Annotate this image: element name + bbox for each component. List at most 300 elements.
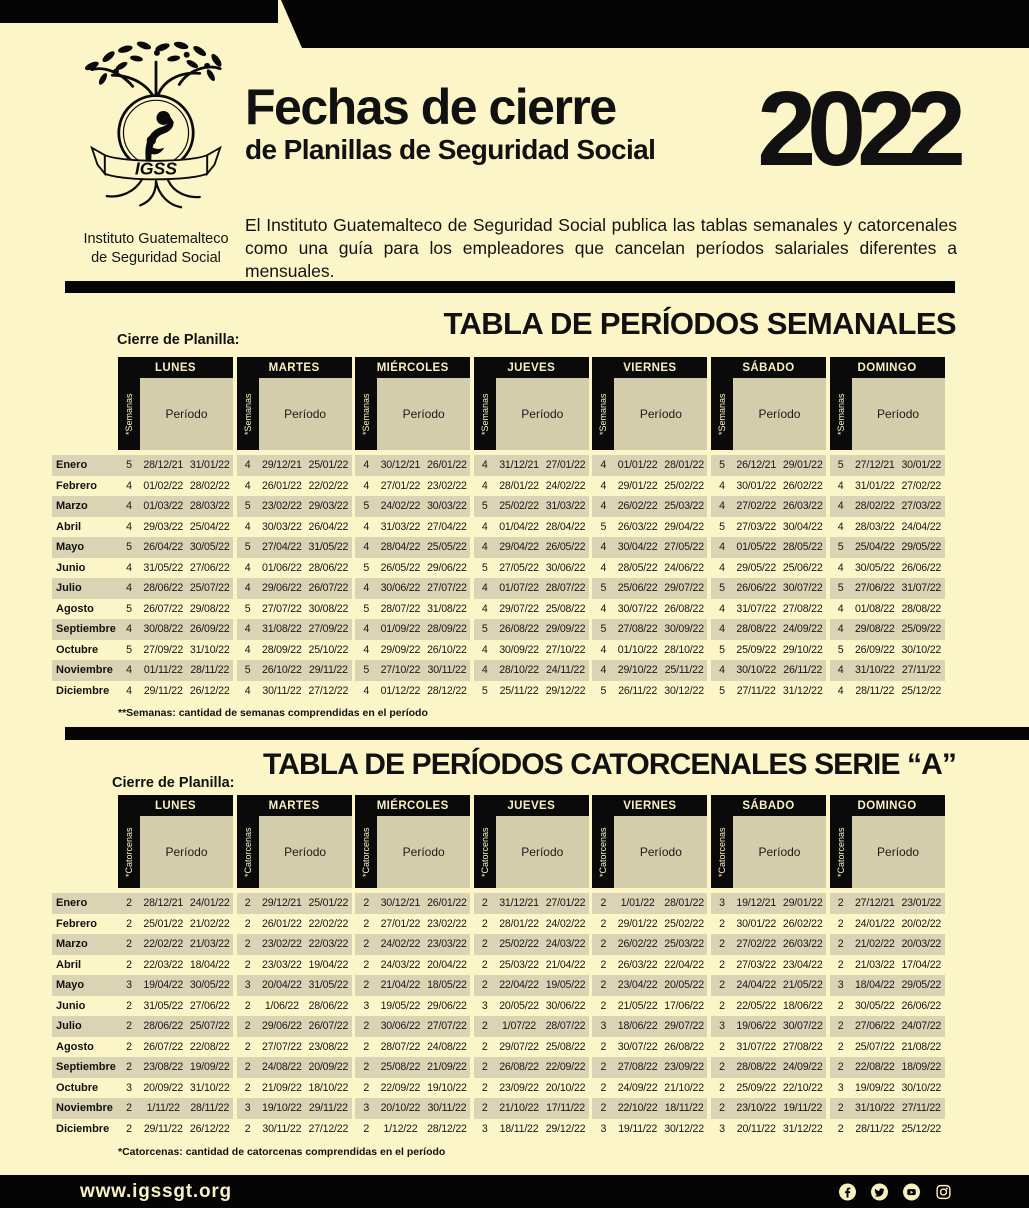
count-value: 5 [363, 500, 370, 513]
period-label: Período [496, 816, 589, 888]
month-label: Octubre [56, 643, 99, 656]
sub-header [118, 816, 233, 888]
period-end: 31/08/22 [427, 602, 467, 615]
period-start: 31/12/21 [499, 897, 539, 910]
count-value: 2 [244, 897, 251, 910]
count-value: 5 [481, 623, 488, 636]
count-value: 2 [481, 917, 488, 930]
period-end: 25/12/22 [901, 684, 942, 697]
period-cell [237, 1057, 352, 1078]
period-start: 27/06/22 [854, 582, 895, 595]
period-cell [711, 1098, 826, 1119]
day-header: MIÉRCOLES [355, 795, 470, 816]
period-end: 27/02/22 [901, 479, 942, 492]
count-value: 2 [837, 938, 844, 951]
period-end: 21/10/22 [664, 1081, 704, 1094]
period-end: 30/07/22 [782, 582, 823, 595]
period-end: 21/09/22 [427, 1061, 467, 1074]
period-end: 22/02/22 [308, 479, 349, 492]
period-start: 19/05/22 [380, 999, 421, 1012]
count-value: 2 [244, 1122, 251, 1135]
period-end: 30/11/22 [427, 1102, 467, 1115]
count-value: 5 [600, 684, 607, 697]
period-cell [592, 955, 707, 976]
table-row [52, 1016, 952, 1037]
period-cell [830, 1119, 945, 1140]
period-cell [118, 537, 233, 558]
top-accent-bar-right [281, 0, 1029, 48]
day-group [592, 795, 707, 888]
count-value: 2 [244, 1020, 251, 1033]
period-start: 26/07/22 [143, 602, 184, 615]
table-body [52, 455, 952, 701]
period-end: 31/10/22 [189, 1081, 230, 1094]
period-end: 25/06/22 [782, 561, 823, 574]
period-start: 01/08/22 [854, 602, 895, 615]
period-cell [830, 1078, 945, 1099]
period-cell [592, 517, 707, 538]
period-end: 28/10/22 [664, 643, 704, 656]
count-value: 4 [363, 643, 370, 656]
period-start: 20/04/22 [262, 979, 302, 992]
period-start: 27/05/22 [499, 561, 539, 574]
count-value: 2 [126, 1061, 132, 1074]
period-start: 27/01/22 [380, 479, 421, 492]
period-cell [355, 640, 470, 661]
sub-header [355, 816, 470, 888]
header-divider-bar [65, 281, 955, 293]
period-label: Período [377, 816, 470, 888]
period-start: 24/03/22 [380, 958, 421, 971]
sub-header [830, 378, 945, 450]
period-cell [355, 455, 470, 476]
count-value: 2 [126, 1122, 132, 1135]
day-group [711, 357, 826, 450]
period-end: 30/11/22 [427, 664, 467, 677]
period-end: 28/12/22 [427, 1122, 467, 1135]
unit-label: *Semanas [830, 378, 852, 450]
period-start: 28/11/22 [855, 1122, 895, 1135]
period-cell [237, 578, 352, 599]
period-end: 26/07/22 [308, 1020, 349, 1033]
period-cell [830, 1098, 945, 1119]
period-cell [711, 578, 826, 599]
period-end: 31/12/22 [782, 1122, 823, 1135]
count-value: 4 [481, 541, 488, 554]
count-value: 2 [244, 1061, 251, 1074]
period-cell [711, 455, 826, 476]
twitter-icon[interactable] [871, 1183, 888, 1200]
period-cell [592, 640, 707, 661]
unit-label: *Semanas [474, 378, 496, 450]
sub-header [355, 378, 470, 450]
period-start: 1/06/22 [264, 999, 299, 1012]
period-cell [592, 537, 707, 558]
period-start: 29/07/22 [499, 1040, 539, 1053]
youtube-icon[interactable] [903, 1183, 920, 1200]
semanal-footnote: **Semanas: cantidad de semanas comprendidas en el período [118, 707, 428, 719]
period-start: 30/07/22 [617, 602, 658, 615]
count-value: 4 [244, 479, 251, 492]
period-cell [118, 996, 233, 1017]
count-value: 5 [126, 602, 132, 615]
sub-header [237, 816, 352, 888]
period-end: 30/10/22 [901, 1081, 942, 1094]
period-start: 31/10/22 [854, 1102, 895, 1115]
count-value: 4 [719, 623, 725, 636]
period-start: 28/06/22 [143, 1020, 184, 1033]
table-row [52, 914, 952, 935]
count-value: 2 [600, 958, 607, 971]
period-start: 27/07/22 [262, 602, 302, 615]
period-start: 24/01/22 [854, 917, 895, 930]
period-start: 21/09/22 [262, 1081, 302, 1094]
period-cell [355, 996, 470, 1017]
period-cell [237, 517, 352, 538]
period-cell [830, 619, 945, 640]
count-value: 4 [363, 479, 370, 492]
count-value: 4 [126, 520, 132, 533]
day-header: DOMINGO [830, 357, 945, 378]
period-end: 29/07/22 [664, 582, 704, 595]
count-value: 2 [244, 917, 251, 930]
period-cell [355, 517, 470, 538]
period-end: 28/07/22 [545, 582, 586, 595]
period-cell [711, 1078, 826, 1099]
period-end: 30/07/22 [782, 1020, 823, 1033]
period-start: 31/08/22 [262, 623, 302, 636]
logo-acronym: IGSS [134, 158, 178, 179]
period-cell [355, 558, 470, 579]
period-start: 19/09/22 [854, 1081, 895, 1094]
count-value: 4 [719, 479, 725, 492]
period-start: 22/09/22 [380, 1081, 421, 1094]
table-header-row [52, 357, 952, 450]
period-cell [474, 1016, 589, 1037]
period-label: Período [140, 378, 233, 450]
count-value: 5 [719, 459, 725, 472]
period-end: 29/07/22 [664, 1020, 704, 1033]
period-cell [474, 476, 589, 497]
facebook-icon[interactable] [839, 1183, 856, 1200]
table-row [52, 599, 952, 620]
period-end: 23/09/22 [664, 1061, 704, 1074]
table-header-row [52, 795, 952, 888]
period-end: 17/04/22 [901, 958, 942, 971]
day-group [118, 357, 233, 450]
count-value: 5 [719, 520, 725, 533]
count-value: 4 [363, 541, 370, 554]
count-value: 4 [363, 459, 370, 472]
period-end: 30/06/22 [545, 561, 586, 574]
count-value: 4 [126, 561, 132, 574]
count-value: 2 [719, 1040, 725, 1053]
period-label: Período [614, 378, 707, 450]
count-value: 4 [600, 643, 607, 656]
period-end: 25/10/22 [308, 643, 349, 656]
day-header: SÁBADO [711, 357, 826, 378]
period-start: 23/03/22 [262, 958, 302, 971]
month-column-spacer [52, 795, 118, 888]
count-value: 2 [126, 1102, 132, 1115]
period-end: 23/04/22 [782, 958, 823, 971]
period-cell [355, 1037, 470, 1058]
period-end: 25/03/22 [664, 938, 704, 951]
period-cell [355, 1057, 470, 1078]
period-end: 20/05/22 [664, 979, 704, 992]
count-value: 5 [126, 459, 132, 472]
period-start: 01/10/22 [617, 643, 658, 656]
count-value: 2 [126, 897, 132, 910]
period-cell [830, 476, 945, 497]
period-end: 19/11/22 [783, 1102, 823, 1115]
period-start: 26/08/22 [499, 1061, 539, 1074]
period-cell [592, 996, 707, 1017]
period-end: 26/06/22 [901, 561, 942, 574]
period-end: 18/10/22 [308, 1081, 349, 1094]
period-end: 25/01/22 [308, 459, 349, 472]
period-cell [237, 1078, 352, 1099]
count-value: 3 [719, 1122, 725, 1135]
period-end: 29/06/22 [427, 561, 467, 574]
period-start: 27/01/22 [380, 917, 421, 930]
period-end: 22/09/22 [545, 1061, 586, 1074]
period-start: 30/09/22 [499, 643, 539, 656]
count-value: 4 [481, 520, 488, 533]
period-end: 20/10/22 [545, 1081, 586, 1094]
period-end: 20/04/22 [427, 958, 467, 971]
count-value: 2 [363, 1040, 370, 1053]
period-end: 26/10/22 [427, 643, 467, 656]
count-value: 2 [481, 1020, 488, 1033]
unit-label: *Catorcenas [830, 816, 852, 888]
period-start: 27/02/22 [736, 938, 777, 951]
count-value: 4 [837, 684, 844, 697]
period-cell [118, 681, 233, 702]
instagram-icon[interactable] [935, 1183, 952, 1200]
period-cell [830, 893, 945, 914]
day-header: JUEVES [474, 357, 589, 378]
period-start: 26/09/22 [854, 643, 895, 656]
period-cell [830, 1057, 945, 1078]
period-start: 29/12/21 [262, 897, 302, 910]
period-cell [237, 660, 352, 681]
period-start: 22/02/22 [143, 938, 184, 951]
count-value: 5 [600, 582, 607, 595]
period-start: 18/04/22 [854, 979, 895, 992]
period-end: 19/10/22 [427, 1081, 467, 1094]
count-value: 4 [126, 684, 132, 697]
period-start: 01/02/22 [143, 479, 184, 492]
period-start: 20/11/22 [736, 1122, 776, 1135]
month-label: Diciembre [56, 684, 110, 697]
count-value: 3 [600, 1122, 607, 1135]
period-end: 22/10/22 [782, 1081, 823, 1094]
period-start: 31/12/21 [499, 459, 539, 472]
table-row [52, 476, 952, 497]
website-link[interactable]: www.igssgt.org [80, 1180, 232, 1202]
period-cell [355, 537, 470, 558]
period-cell [711, 517, 826, 538]
catorcenal-table-title: TABLA DE PERÍODOS CATORCENALES SERIE “A” [263, 748, 956, 781]
count-value: 4 [126, 479, 132, 492]
period-start: 26/06/22 [736, 582, 777, 595]
period-cell [830, 975, 945, 996]
period-end: 25/01/22 [308, 897, 349, 910]
semanal-closing-label: Cierre de Planilla: [117, 332, 240, 348]
period-end: 18/05/22 [427, 979, 467, 992]
count-value: 5 [363, 602, 370, 615]
igss-logo [75, 38, 237, 224]
period-start: 29/11/22 [143, 1122, 183, 1135]
period-cell [355, 1119, 470, 1140]
period-start: 29/10/22 [617, 664, 658, 677]
period-start: 29/06/22 [262, 1020, 302, 1033]
period-cell [474, 619, 589, 640]
period-cell [830, 517, 945, 538]
period-end: 26/02/22 [782, 917, 823, 930]
period-end: 31/05/22 [308, 979, 349, 992]
sub-header [118, 378, 233, 450]
period-start: 21/10/22 [499, 1102, 539, 1115]
table-row [52, 537, 952, 558]
count-value: 4 [837, 520, 844, 533]
period-start: 27/12/21 [854, 897, 895, 910]
period-cell [237, 455, 352, 476]
count-value: 5 [719, 643, 725, 656]
period-start: 28/05/22 [617, 561, 658, 574]
period-end: 29/08/22 [189, 602, 230, 615]
period-end: 21/05/22 [782, 979, 823, 992]
period-end: 29/04/22 [664, 520, 704, 533]
count-value: 2 [837, 1040, 844, 1053]
count-value: 5 [363, 561, 370, 574]
count-value: 4 [600, 459, 607, 472]
table-row [52, 1057, 952, 1078]
count-value: 2 [837, 958, 844, 971]
count-value: 4 [244, 520, 251, 533]
period-start: 21/02/22 [854, 938, 895, 951]
count-value: 2 [244, 999, 251, 1012]
month-label: Septiembre [52, 619, 118, 640]
period-cell [355, 1098, 470, 1119]
count-value: 5 [481, 561, 488, 574]
period-cell [711, 975, 826, 996]
period-start: 22/04/22 [499, 979, 539, 992]
period-cell [118, 558, 233, 579]
period-cell [118, 955, 233, 976]
period-cell [830, 660, 945, 681]
count-value: 2 [600, 1061, 607, 1074]
period-end: 31/03/22 [545, 500, 586, 513]
table-row [52, 517, 952, 538]
period-start: 28/07/22 [380, 602, 421, 615]
period-cell [237, 975, 352, 996]
period-end: 25/11/22 [664, 664, 704, 677]
period-cell [830, 537, 945, 558]
period-start: 27/11/22 [736, 684, 776, 697]
period-end: 30/03/22 [427, 500, 467, 513]
period-start: 27/07/22 [262, 1040, 302, 1053]
period-end: 28/11/22 [190, 664, 230, 677]
count-value: 2 [719, 1061, 725, 1074]
period-end: 25/08/22 [545, 602, 586, 615]
period-start: 25/04/22 [854, 541, 895, 554]
count-value: 2 [600, 1040, 607, 1053]
period-end: 27/12/22 [308, 1122, 349, 1135]
period-start: 18/06/22 [617, 1020, 658, 1033]
count-value: 4 [837, 479, 844, 492]
period-start: 01/05/22 [736, 541, 777, 554]
period-start: 31/10/22 [854, 664, 895, 677]
period-end: 29/05/22 [901, 541, 942, 554]
period-cell [118, 1057, 233, 1078]
period-start: 31/07/22 [736, 602, 777, 615]
period-end: 28/08/22 [901, 602, 942, 615]
period-end: 31/07/22 [901, 582, 942, 595]
period-start: 28/09/22 [262, 643, 302, 656]
count-value: 3 [244, 1102, 251, 1115]
period-end: 27/04/22 [427, 520, 467, 533]
count-value: 2 [481, 958, 488, 971]
period-end: 29/12/22 [545, 1122, 586, 1135]
table-row [52, 578, 952, 599]
period-cell [711, 660, 826, 681]
period-cell [118, 496, 233, 517]
period-start: 01/03/22 [143, 500, 184, 513]
period-end: 27/05/22 [664, 541, 704, 554]
day-header: SÁBADO [711, 795, 826, 816]
period-end: 21/02/22 [189, 917, 230, 930]
unit-label: *Semanas [592, 378, 614, 450]
period-start: 29/03/22 [143, 520, 184, 533]
period-end: 27/09/22 [308, 623, 349, 636]
period-end: 28/06/22 [308, 561, 349, 574]
period-end: 23/02/22 [427, 917, 467, 930]
period-cell [118, 660, 233, 681]
day-group [237, 357, 352, 450]
count-value: 2 [126, 917, 132, 930]
count-value: 2 [837, 1122, 844, 1135]
month-label: Abril [56, 958, 82, 971]
day-header: VIERNES [592, 795, 707, 816]
unit-label: *Semanas [711, 378, 733, 450]
logo-caption [72, 230, 240, 267]
period-end: 30/08/22 [308, 602, 349, 615]
count-value: 3 [481, 999, 488, 1012]
period-cell [830, 1037, 945, 1058]
count-value: 2 [481, 979, 488, 992]
period-cell [237, 1119, 352, 1140]
period-label: Período [140, 816, 233, 888]
period-cell [474, 558, 589, 579]
period-end: 29/05/22 [901, 979, 942, 992]
count-value: 3 [363, 999, 370, 1012]
period-end: 31/12/22 [782, 684, 823, 697]
period-start: 19/10/22 [262, 1102, 302, 1115]
sub-header [474, 816, 589, 888]
month-label: Febrero [56, 479, 97, 492]
sub-header [592, 378, 707, 450]
count-value: 4 [837, 664, 844, 677]
period-cell [118, 1037, 233, 1058]
day-header: VIERNES [592, 357, 707, 378]
sub-header [711, 378, 826, 450]
table-row [52, 975, 952, 996]
period-start: 21/04/22 [380, 979, 421, 992]
period-end: 29/01/22 [782, 897, 823, 910]
period-start: 27/06/22 [854, 1020, 895, 1033]
